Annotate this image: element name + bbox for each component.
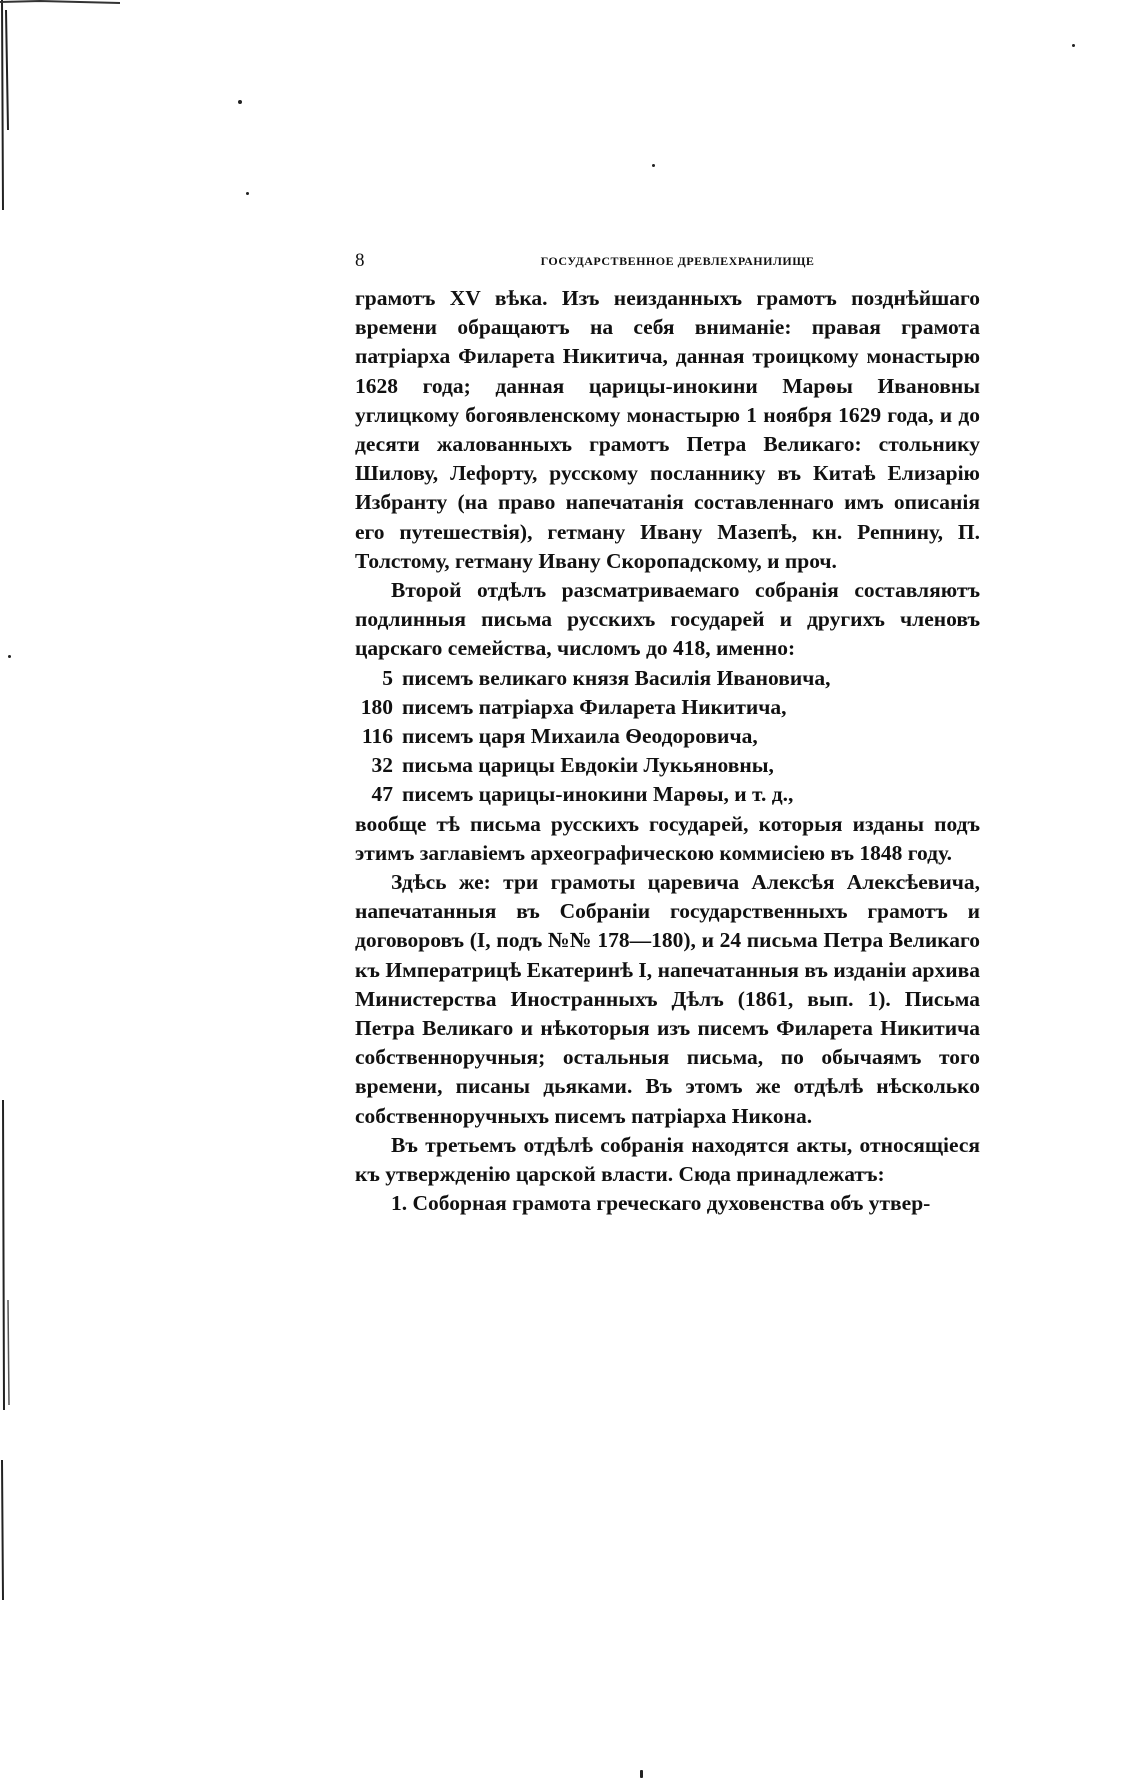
scan-speck [640, 1770, 643, 1778]
list-item [355, 664, 980, 693]
list-item [355, 722, 980, 751]
list-item-text: писемъ великаго князя Василія Ивановича, [402, 665, 831, 690]
page-number: 8 [355, 250, 365, 271]
running-title: ГОСУДАРСТВЕННОЕ ДРЕВЛЕХРАНИЛИЩЕ [540, 254, 815, 268]
scan-edge-marks [0, 0, 22, 1788]
scan-speck [238, 100, 242, 104]
scan-speck [246, 192, 249, 195]
list-item [355, 693, 980, 722]
list-item-text: писемъ царя Михаила Ѳеодоровича, [402, 724, 758, 749]
list-item-count: 32 [371, 753, 393, 778]
paragraph: Здѣсь же: три грамоты царевича Алексѣя Алексѣевича, напечатанныя въ Собраніи государственныхъ грамотъ и договоровъ (I, подъ №№ 178—180), и 24 письма Петра Великаго къ Императрицѣ Екатеринѣ I, напечатанныя въ изданіи архива Министерства Иностранныхъ Дѣлъ (1861, вып. 1). Письма Петра Великаго и нѣкоторыя изъ писемъ Филарета Никитича собственноручныя; остальныя письма, по обычаямъ того времени, писаны дьяками. Въ этомъ же отдѣлѣ нѣсколько собственноручныхъ писемъ патріарха Никона. [355, 870, 980, 1128]
document-page [355, 250, 980, 1219]
letters-list [355, 664, 980, 810]
scan-top-smudge [0, 0, 1140, 8]
list-item-text: писемъ патріарха Филарета Никитича, [402, 694, 787, 719]
list-item-count: 47 [371, 782, 393, 807]
scan-speck [8, 655, 11, 658]
body-text [355, 284, 980, 1219]
paragraph: грамотъ XV вѣка. Изъ неизданныхъ грамотъ позднѣйшаго времени обращаютъ на себя вниманіе: правая грамота патріарха Филарета Никитича, данная троицкому монастырю 1628 года; данная царицы-инокини Марѳы Ивановны углицкому богоявленскому монастырю 1 ноября 1629 года, и до десяти жалованныхъ грамотъ Петра Великаго: стольнику Шилову, Лефорту, русскому посланнику въ Китаѣ Елизарію Избранту (на право напечатанія составленнаго имъ описанія его путешествія), гетману Ивану Мазепѣ, кн. Репнину, П. Толстому, гетману Ивану Скоропадскому, и проч. [355, 286, 980, 573]
list-item-count: 180 [360, 694, 393, 719]
list-item-count: 116 [361, 724, 393, 749]
paragraph: Второй отдѣлъ разсматриваемаго собранія составляютъ подлинныя письма русскихъ государей и другихъ членовъ царскаго семейства, числомъ до 418, именно: [355, 578, 980, 661]
list-item-count: 5 [382, 665, 393, 690]
paragraph: 1. Соборная грамота греческаго духовенства объ утвер- [391, 1191, 931, 1216]
scan-speck [1072, 44, 1075, 47]
scan-speck [652, 164, 655, 167]
paragraph: Въ третьемъ отдѣлѣ собранія находятся акты, относящіеся къ утвержденію царской власти. Сюда принадлежатъ: [355, 1132, 980, 1187]
list-item [355, 751, 980, 780]
list-item-text: письма царицы Евдокіи Лукьяновны, [402, 753, 774, 778]
list-item-text: писемъ царицы-инокини Марѳы, и т. д., [402, 782, 794, 807]
list-item [355, 780, 980, 809]
page-header [355, 250, 980, 276]
paragraph: вообще тѣ письма русскихъ государей, которыя изданы подъ этимъ заглавіемъ археографическою коммисіею въ 1848 году. [355, 811, 980, 865]
